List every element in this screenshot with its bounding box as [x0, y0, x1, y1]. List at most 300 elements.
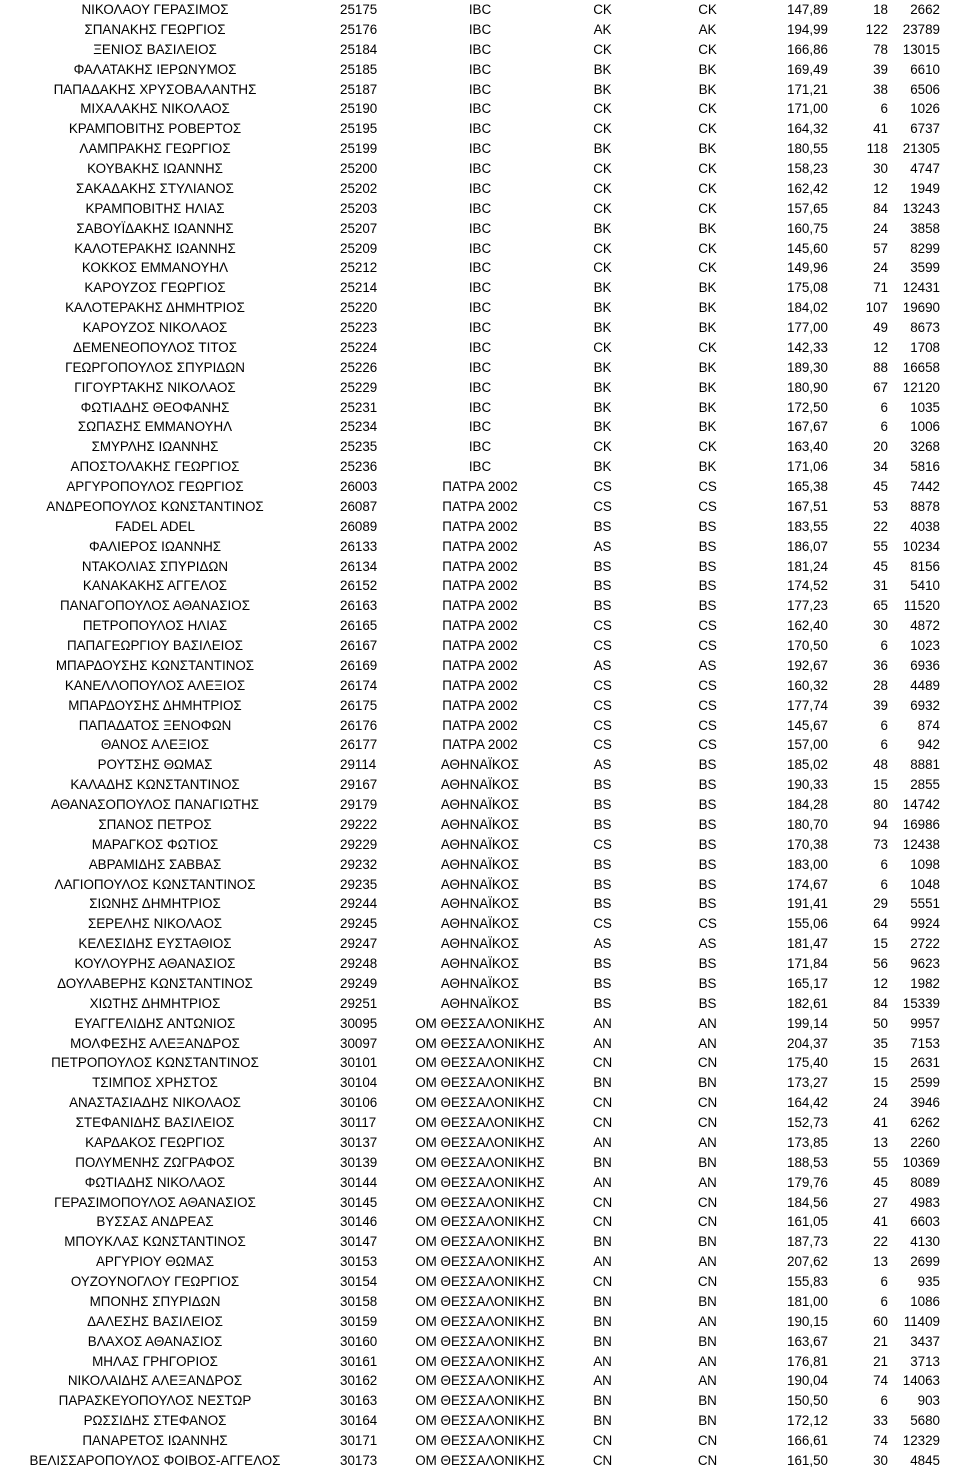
table-row — [0, 1352, 960, 1372]
category-cell: CN — [592, 1214, 613, 1230]
category-cell: BS — [698, 757, 717, 773]
total-cell: 21305 — [902, 141, 940, 157]
category-cell: CS — [698, 618, 717, 634]
category-cell: BK — [593, 419, 612, 435]
player-id-cell: 26133 — [340, 538, 378, 554]
total-cell: 16986 — [902, 816, 940, 832]
player-id-cell: 29167 — [340, 777, 378, 793]
count-cell: 118 — [866, 141, 888, 157]
category-cell: BK — [698, 220, 717, 236]
team-cell: IBC — [468, 61, 492, 77]
player-name-cell: ΤΣΙΜΠΟΣ ΧΡΗΣΤΟΣ — [92, 1075, 218, 1091]
height-cell: 182,61 — [787, 995, 828, 1011]
player-id-cell: 25212 — [340, 260, 378, 276]
total-cell: 4130 — [910, 1234, 940, 1250]
category-cell: BS — [698, 518, 717, 534]
category-cell: CS — [593, 677, 612, 693]
count-cell: 84 — [873, 995, 888, 1011]
player-id-cell: 25203 — [340, 200, 378, 216]
player-id-cell: 26134 — [340, 558, 378, 574]
player-name-cell: ΚΑΡΔΑΚΟΣ ΓΕΩΡΓΙΟΣ — [85, 1134, 225, 1150]
height-cell: 181,47 — [787, 936, 828, 952]
player-id-cell: 30147 — [340, 1234, 378, 1250]
count-cell: 12 — [873, 339, 888, 355]
team-cell: ΑΘΗΝΑΪΚΟΣ — [440, 797, 520, 812]
height-cell: 199,14 — [787, 1015, 828, 1031]
category-cell: BS — [593, 995, 612, 1011]
total-cell: 3437 — [910, 1333, 940, 1349]
player-name-cell: ΒΥΣΣΑΣ ΑΝΔΡΕΑΣ — [96, 1214, 214, 1230]
total-cell: 6737 — [910, 121, 940, 137]
total-cell: 2855 — [910, 777, 940, 793]
player-name-cell: ΑΘΑΝΑΣΟΠΟΥΛΟΣ ΠΑΝΑΓΙΩΤΗΣ — [50, 797, 260, 812]
player-id-cell: 30144 — [340, 1174, 378, 1190]
count-cell: 13 — [873, 1254, 888, 1270]
total-cell: 9957 — [910, 1015, 940, 1031]
player-name-cell: ΣΕΡΕΛΗΣ ΝΙΚΟΛΑΟΣ — [87, 916, 223, 932]
height-cell: 184,56 — [787, 1194, 828, 1210]
player-name-cell: ΔΟΥΛΑΒΕΡΗΣ ΚΩΝΣΤΑΝΤΙΝΟΣ — [57, 975, 253, 991]
total-cell: 942 — [917, 737, 940, 753]
team-cell: ΟΜ ΘΕΣΣΑΛΟΝΙΚΗΣ — [415, 1433, 545, 1448]
player-id-cell: 30160 — [340, 1333, 378, 1349]
height-cell: 187,73 — [787, 1234, 828, 1250]
height-cell: 175,08 — [787, 280, 828, 296]
category-cell: CN — [697, 1433, 718, 1448]
total-cell: 2699 — [910, 1254, 940, 1270]
category-cell: CK — [593, 2, 612, 17]
category-cell: BS — [698, 856, 717, 872]
player-id-cell: 29232 — [340, 856, 378, 872]
height-cell: 171,00 — [787, 101, 828, 117]
player-id-cell: 29247 — [340, 936, 378, 952]
count-cell: 15 — [873, 936, 888, 952]
player-name-cell: ΝΤΑΚΟΛΙΑΣ ΣΠΥΡΙΔΩΝ — [81, 558, 229, 574]
category-cell: AN — [698, 1373, 717, 1389]
total-cell: 12120 — [902, 379, 940, 395]
height-cell: 174,67 — [787, 876, 828, 892]
count-cell: 48 — [873, 757, 888, 773]
category-cell: CK — [698, 101, 717, 117]
category-cell: CK — [593, 161, 612, 176]
height-cell: 180,70 — [787, 816, 828, 832]
table-row — [0, 795, 960, 815]
player-name-cell: ΦΑΛΙΕΡΟΣ ΙΩΑΝΝΗΣ — [88, 538, 222, 554]
count-cell: 6 — [880, 1274, 888, 1289]
player-id-cell: 30139 — [340, 1154, 378, 1170]
player-id-cell: 30162 — [340, 1373, 378, 1389]
count-cell: 56 — [873, 956, 888, 971]
player-id-cell: 30101 — [340, 1055, 378, 1071]
count-cell: 39 — [873, 61, 888, 77]
table-row — [0, 954, 960, 974]
height-cell: 181,24 — [787, 558, 828, 574]
category-cell: CN — [697, 1274, 718, 1289]
category-cell: BS — [593, 578, 612, 594]
team-cell: ΠΑΤΡΑ 2002 — [442, 578, 518, 594]
player-name-cell: ΘΑΝΟΣ ΑΛΕΞΙΟΣ — [100, 737, 210, 753]
player-name-cell: ΚΑΛΑΔΗΣ ΚΩΝΣΤΑΝΤΙΝΟΣ — [70, 777, 240, 793]
category-cell: BS — [698, 598, 717, 614]
player-id-cell: 30145 — [340, 1194, 378, 1210]
player-id-cell: 30173 — [340, 1452, 378, 1468]
count-cell: 21 — [873, 1353, 888, 1369]
category-cell: BN — [593, 1234, 612, 1250]
player-name-cell: ΕΥΑΓΓΕΛΙΔΗΣ ΑΝΤΩΝΙΟΣ — [74, 1015, 236, 1031]
category-cell: AS — [593, 757, 612, 773]
table-row — [0, 179, 960, 199]
count-cell: 15 — [873, 1055, 888, 1071]
category-cell: AS — [593, 936, 612, 952]
category-cell: BS — [593, 975, 612, 991]
height-cell: 160,32 — [787, 677, 828, 693]
category-cell: BN — [698, 1413, 717, 1429]
team-cell: ΑΘΗΝΑΪΚΟΣ — [440, 975, 520, 991]
table-row — [0, 994, 960, 1014]
total-cell: 1949 — [910, 180, 940, 196]
count-cell: 39 — [873, 697, 888, 713]
team-cell: IBC — [468, 379, 492, 395]
total-cell: 6262 — [910, 1115, 940, 1130]
height-cell: 149,96 — [787, 260, 828, 276]
table-row — [0, 497, 960, 517]
total-cell: 3946 — [910, 1095, 940, 1111]
player-id-cell: 26152 — [340, 578, 378, 594]
player-name-cell: ΦΩΤΙΑΔΗΣ ΝΙΚΟΛΑΟΣ — [84, 1174, 226, 1190]
height-cell: 152,73 — [787, 1115, 828, 1130]
total-cell: 1023 — [910, 638, 940, 653]
category-cell: BS — [593, 816, 612, 832]
player-name-cell: ΠΕΤΡΟΠΟΥΛΟΣ ΚΩΝΣΤΑΝΤΙΝΟΣ — [51, 1055, 259, 1071]
height-cell: 170,38 — [787, 836, 828, 852]
total-cell: 903 — [917, 1393, 940, 1409]
height-cell: 207,62 — [787, 1254, 828, 1270]
total-cell: 13015 — [902, 41, 940, 57]
category-cell: BN — [698, 1293, 717, 1309]
player-name-cell: ΜΠΑΡΔΟΥΣΗΣ ΔΗΜΗΤΡΙΟΣ — [68, 697, 242, 713]
count-cell: 6 — [880, 1393, 888, 1409]
player-id-cell: 25231 — [340, 399, 378, 415]
height-cell: 142,33 — [787, 339, 828, 355]
category-cell: AN — [698, 1015, 717, 1031]
team-cell: IBC — [468, 300, 492, 316]
table-row — [0, 616, 960, 636]
category-cell: BN — [593, 1075, 612, 1091]
total-cell: 10234 — [902, 538, 940, 554]
player-id-cell: 25214 — [340, 280, 378, 296]
player-name-cell: ΠΑΡΑΣΚΕΥΟΠΟΥΛΟΣ ΝΕΣΤΩΡ — [58, 1393, 252, 1409]
player-name-cell: ΑΒΡΑΜΙΔΗΣ ΣΑΒΒΑΣ — [88, 856, 222, 872]
player-name-cell: ΚΟΥΛΟΥΡΗΣ ΑΘΑΝΑΣΙΟΣ — [74, 956, 236, 971]
height-cell: 173,85 — [787, 1134, 828, 1150]
table-row — [0, 1073, 960, 1093]
player-id-cell: 26175 — [340, 697, 378, 713]
height-cell: 169,49 — [787, 61, 828, 77]
table-row — [0, 1312, 960, 1332]
category-cell: CK — [698, 2, 717, 17]
player-id-cell: 29179 — [340, 797, 378, 812]
table-row — [0, 775, 960, 795]
table-row — [0, 1193, 960, 1213]
height-cell: 166,61 — [787, 1433, 828, 1448]
count-cell: 88 — [873, 359, 888, 375]
team-cell: IBC — [468, 2, 492, 17]
count-cell: 84 — [873, 200, 888, 216]
total-cell: 6610 — [910, 61, 940, 77]
height-cell: 192,67 — [787, 657, 828, 673]
count-cell: 34 — [873, 459, 888, 475]
count-cell: 49 — [873, 320, 888, 335]
player-name-cell: ΑΠΟΣΤΟΛΑΚΗΣ ΓΕΩΡΓΙΟΣ — [70, 459, 240, 475]
team-cell: ΑΘΗΝΑΪΚΟΣ — [440, 816, 520, 832]
table-row — [0, 1292, 960, 1312]
player-id-cell: 26177 — [340, 737, 378, 753]
height-cell: 162,42 — [787, 180, 828, 196]
team-cell: ΑΘΗΝΑΪΚΟΣ — [440, 956, 520, 971]
player-id-cell: 30161 — [340, 1353, 378, 1369]
count-cell: 24 — [873, 260, 888, 276]
height-cell: 177,00 — [787, 320, 828, 335]
player-name-cell: ΜΙΧΑΛΑΚΗΣ ΝΙΚΟΛΑΟΣ — [80, 101, 230, 117]
count-cell: 6 — [880, 876, 888, 892]
count-cell: 29 — [873, 896, 888, 912]
total-cell: 2260 — [910, 1134, 940, 1150]
player-id-cell: 25226 — [340, 359, 378, 375]
category-cell: AS — [698, 657, 717, 673]
height-cell: 147,89 — [787, 2, 828, 17]
table-row — [0, 914, 960, 934]
category-cell: CK — [698, 161, 717, 176]
total-cell: 6932 — [910, 697, 940, 713]
total-cell: 9924 — [910, 916, 940, 932]
category-cell: CK — [593, 121, 612, 137]
table-row — [0, 1411, 960, 1431]
team-cell: IBC — [468, 459, 492, 475]
team-cell: ΟΜ ΘΕΣΣΑΛΟΝΙΚΗΣ — [415, 1274, 545, 1289]
count-cell: 28 — [873, 677, 888, 693]
category-cell: CK — [698, 200, 717, 216]
table-row — [0, 1014, 960, 1034]
category-cell: BS — [698, 896, 717, 912]
count-cell: 94 — [873, 816, 888, 832]
table-row — [0, 676, 960, 696]
table-row — [0, 80, 960, 100]
category-cell: CN — [697, 1115, 718, 1130]
height-cell: 175,40 — [787, 1055, 828, 1071]
team-cell: ΟΜ ΘΕΣΣΑΛΟΝΙΚΗΣ — [415, 1115, 545, 1130]
table-row — [0, 1053, 960, 1073]
count-cell: 65 — [873, 598, 888, 614]
table-row — [0, 1252, 960, 1272]
total-cell: 1982 — [910, 975, 940, 991]
height-cell: 191,41 — [787, 896, 828, 912]
category-cell: BS — [698, 956, 717, 971]
category-cell: BK — [593, 359, 612, 375]
category-cell: CK — [593, 180, 612, 196]
player-id-cell: 30158 — [340, 1293, 378, 1309]
category-cell: CS — [698, 916, 717, 932]
table-row — [0, 437, 960, 457]
team-cell: IBC — [468, 101, 492, 117]
count-cell: 38 — [873, 81, 888, 97]
total-cell: 14063 — [902, 1373, 940, 1389]
count-cell: 107 — [865, 300, 888, 316]
height-cell: 145,67 — [787, 717, 828, 733]
count-cell: 53 — [873, 498, 888, 514]
category-cell: BS — [593, 956, 612, 971]
player-name-cell: ΒΕΛΙΣΣΑΡΟΠΟΥΛΟΣ ΦΟΙΒΟΣ-ΑΓΓΕΛΟΣ — [29, 1452, 281, 1468]
team-cell: IBC — [468, 339, 492, 355]
category-cell: BS — [698, 578, 717, 594]
total-cell: 12329 — [902, 1433, 940, 1448]
player-name-cell: ΧΙΩΤΗΣ ΔΗΜΗΤΡΙΟΣ — [89, 995, 221, 1011]
count-cell: 15 — [873, 777, 888, 793]
category-cell: BS — [593, 598, 612, 614]
category-cell: BN — [698, 1075, 717, 1091]
team-cell: ΠΑΤΡΑ 2002 — [442, 479, 518, 494]
player-id-cell: 25229 — [340, 379, 378, 395]
category-cell: CK — [593, 101, 612, 117]
team-cell: ΑΘΗΝΑΪΚΟΣ — [440, 916, 520, 932]
category-cell: BK — [593, 220, 612, 236]
player-id-cell: 26003 — [340, 479, 378, 494]
player-id-cell: 25236 — [340, 459, 378, 475]
team-cell: IBC — [468, 161, 492, 176]
player-name-cell: ΦΩΤΙΑΔΗΣ ΘΕΟΦΑΝΗΣ — [80, 399, 230, 415]
category-cell: CN — [697, 1452, 718, 1468]
player-name-cell: ΣΑΚΑΔΑΚΗΣ ΣΤΥΛΙΑΝΟΣ — [76, 180, 234, 196]
player-name-cell: ΜΗΛΑΣ ΓΡΗΓΟΡΙΟΣ — [92, 1353, 218, 1369]
team-cell: ΑΘΗΝΑΪΚΟΣ — [440, 896, 520, 912]
category-cell: BK — [698, 81, 717, 97]
player-id-cell: 25223 — [340, 320, 378, 335]
table-row — [0, 159, 960, 179]
table-row — [0, 656, 960, 676]
category-cell: BS — [593, 876, 612, 892]
count-cell: 45 — [873, 479, 888, 494]
height-cell: 170,50 — [787, 638, 828, 653]
player-id-cell: 30146 — [340, 1214, 378, 1230]
player-id-cell: 29245 — [340, 916, 378, 932]
height-cell: 157,00 — [787, 737, 828, 753]
count-cell: 50 — [873, 1015, 888, 1031]
height-cell: 155,83 — [787, 1274, 828, 1289]
table-row — [0, 1272, 960, 1292]
category-cell: CK — [593, 339, 612, 355]
player-name-cell: ΠΑΠΑΔΑΚΗΣ ΧΡΥΣΟΒΑΛΑΝΤΗΣ — [53, 81, 257, 97]
count-cell: 24 — [873, 220, 888, 236]
category-cell: CS — [593, 836, 612, 852]
player-name-cell: ΝΙΚΟΛΑΟΥ ΓΕΡΑΣΙΜΟΣ — [81, 2, 229, 17]
total-cell: 12431 — [902, 280, 940, 296]
height-cell: 160,75 — [787, 220, 828, 236]
team-cell: IBC — [468, 220, 492, 236]
team-cell: IBC — [468, 399, 492, 415]
table-row — [0, 735, 960, 755]
count-cell: 6 — [880, 737, 888, 753]
player-id-cell: 29222 — [340, 816, 378, 832]
category-cell: BN — [698, 1154, 717, 1170]
team-cell: IBC — [468, 81, 492, 97]
team-cell: ΟΜ ΘΕΣΣΑΛΟΝΙΚΗΣ — [415, 1373, 545, 1389]
player-name-cell: ΠΕΤΡΟΠΟΥΛΟΣ ΗΛΙΑΣ — [82, 618, 228, 634]
table-row — [0, 278, 960, 298]
team-cell: ΠΑΤΡΑ 2002 — [442, 538, 518, 554]
count-cell: 78 — [873, 41, 888, 57]
category-cell: BN — [593, 1154, 612, 1170]
category-cell: BK — [698, 280, 717, 296]
player-id-cell: 25235 — [340, 439, 378, 455]
category-cell: CS — [593, 697, 612, 713]
total-cell: 6936 — [910, 657, 940, 673]
count-cell: 30 — [873, 1452, 888, 1468]
player-id-cell: 25176 — [340, 21, 378, 37]
team-cell: ΟΜ ΘΕΣΣΑΛΟΝΙΚΗΣ — [415, 1055, 545, 1071]
total-cell: 3713 — [910, 1353, 940, 1369]
category-cell: BK — [593, 320, 612, 335]
player-id-cell: 25202 — [340, 180, 378, 196]
height-cell: 181,00 — [787, 1293, 828, 1309]
player-id-cell: 30104 — [340, 1075, 378, 1091]
count-cell: 45 — [873, 1174, 888, 1190]
team-cell: ΟΜ ΘΕΣΣΑΛΟΝΙΚΗΣ — [415, 1254, 545, 1270]
player-id-cell: 30095 — [340, 1015, 378, 1031]
total-cell: 19690 — [902, 300, 940, 316]
player-id-cell: 30164 — [340, 1413, 378, 1429]
table-row — [0, 815, 960, 835]
table-row — [0, 1133, 960, 1153]
total-cell: 5816 — [910, 459, 940, 475]
total-cell: 7442 — [910, 479, 940, 494]
category-cell: CK — [698, 121, 717, 137]
team-cell: ΟΜ ΘΕΣΣΑΛΟΝΙΚΗΣ — [415, 1313, 545, 1329]
player-id-cell: 25184 — [340, 41, 378, 57]
category-cell: CK — [593, 200, 612, 216]
player-id-cell: 26089 — [340, 518, 378, 534]
team-cell: ΑΘΗΝΑΪΚΟΣ — [440, 757, 520, 773]
player-name-cell: ΑΡΓΥΡΟΠΟΥΛΟΣ ΓΕΩΡΓΙΟΣ — [66, 479, 244, 494]
category-cell: BK — [698, 419, 717, 435]
category-cell: BN — [593, 1313, 612, 1329]
total-cell: 2599 — [910, 1075, 940, 1091]
player-id-cell: 30154 — [340, 1274, 378, 1289]
team-cell: ΟΜ ΘΕΣΣΑΛΟΝΙΚΗΣ — [415, 1075, 545, 1091]
table-row — [0, 557, 960, 577]
count-cell: 74 — [873, 1433, 888, 1448]
count-cell: 55 — [873, 538, 888, 554]
category-cell: BN — [593, 1293, 612, 1309]
team-cell: IBC — [468, 41, 492, 57]
height-cell: 164,42 — [787, 1095, 828, 1111]
player-name-cell: ΚΕΛΕΣΙΔΗΣ ΕΥΣΤΑΘΙΟΣ — [78, 936, 232, 952]
player-id-cell: 29244 — [340, 896, 378, 912]
table-row — [0, 974, 960, 994]
category-cell: BK — [593, 300, 612, 316]
height-cell: 177,74 — [787, 697, 828, 713]
team-cell: ΑΘΗΝΑΪΚΟΣ — [440, 856, 520, 872]
table-row — [0, 40, 960, 60]
category-cell: BS — [593, 558, 612, 574]
table-row — [0, 318, 960, 338]
count-cell: 21 — [873, 1333, 888, 1349]
player-id-cell: 26163 — [340, 598, 378, 614]
player-name-cell: ΑΝΑΣΤΑΣΙΑΔΗΣ ΝΙΚΟΛΑΟΣ — [69, 1095, 241, 1111]
total-cell: 4489 — [910, 677, 940, 693]
table-row — [0, 1391, 960, 1411]
player-name-cell: ΜΠΑΡΔΟΥΣΗΣ ΚΩΝΣΤΑΝΤΙΝΟΣ — [55, 657, 255, 673]
table-row — [0, 696, 960, 716]
table-row — [0, 239, 960, 259]
